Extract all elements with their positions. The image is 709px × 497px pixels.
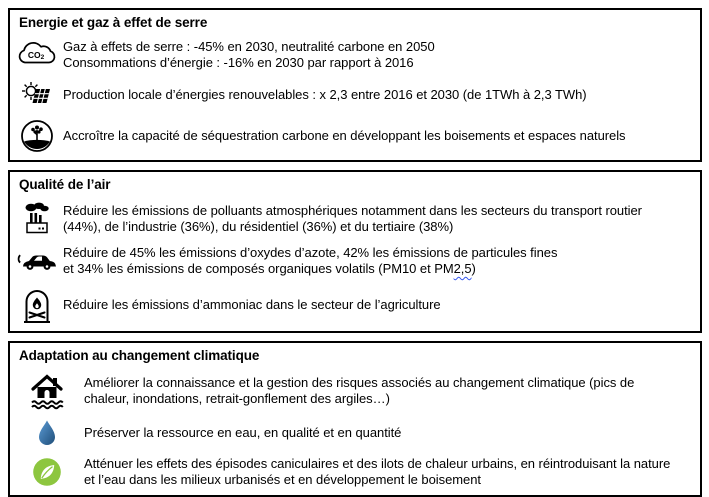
spellcheck-marked-text: 2,5 (453, 261, 472, 276)
objective-text (63, 87, 587, 103)
co2-cloud-icon (10, 41, 63, 69)
flood-house-icon (10, 372, 84, 410)
factory-smoke-icon (10, 201, 63, 236)
line-suffix: ) (471, 261, 476, 276)
objective-text-line: Production locale d’énergies renouvelables : x 2,3 entre 2016 et 2030 (de 1TWh à 2,3 TWh) (63, 87, 587, 102)
objective-text-line: Atténuer les effets des épisodes caniculaires et des ilots de chaleur urbains, en réintroduisant la nature (84, 456, 671, 471)
objective-row (10, 119, 700, 153)
objective-text-line: Gaz à effets de serre : -45% en 2030, neutralité carbone en 2050 (63, 39, 435, 54)
objective-text-line: Réduire les émissions de polluants atmosphériques notamment dans les secteurs du transport routier (63, 202, 642, 218)
section-adaptation-climat (8, 341, 702, 497)
section-title: Qualité de l’air (19, 177, 111, 192)
objective-text-line: Réduire de 45% les émissions d’oxydes d’azote, 42% les émissions de particules fines (63, 245, 558, 260)
tree-circle-icon (10, 119, 63, 153)
objective-text-line: chaleur, inondations, retrait-gonflement des argiles…) (84, 391, 390, 406)
objective-text (84, 375, 634, 407)
leaf-circle-icon (10, 457, 84, 487)
objective-row (10, 286, 700, 324)
objective-text-line (63, 261, 557, 277)
objective-text (63, 297, 441, 313)
objective-row (10, 201, 700, 236)
objective-text-line: Réduire les émissions d’ammoniac dans le secteur de l’agriculture (63, 297, 441, 312)
objective-row (10, 456, 700, 488)
section-qualite-air (8, 170, 702, 333)
objective-text (63, 203, 642, 235)
objective-text-line: et l’eau dans les milieux urbanisés et en développement le boisement (84, 472, 481, 487)
section-title: Energie et gaz à effet de serre (19, 15, 208, 30)
objective-text-line: Accroître la capacité de séquestration carbone en développant les boisements et espaces naturels (63, 128, 626, 143)
objective-text-line: (44%), de l’industrie (36%), du résidentiel (36%) et du tertiaire (38%) (63, 218, 454, 234)
svg-text:CO2: CO2 (27, 50, 44, 61)
objective-row (10, 419, 700, 447)
objective-text (63, 128, 626, 144)
electric-car-icon (10, 249, 63, 273)
section-energie-gaz (8, 8, 702, 162)
solar-panel-sun-icon (10, 80, 63, 110)
line-prefix: et 34% les émissions de composés organiques volatils (PM10 et PM (63, 261, 454, 276)
objective-text-line: Préserver la ressource en eau, en qualité et en quantité (84, 425, 402, 440)
campfire-arch-icon (10, 286, 63, 324)
section-title: Adaptation au changement climatique (19, 348, 260, 363)
objective-text-line: Améliorer la connaissance et la gestion des risques associés au changement climatique (pics de (84, 375, 635, 390)
objective-row (10, 80, 700, 110)
objective-text-line: Consommations d’énergie : -16% en 2030 par rapport à 2016 (63, 55, 414, 70)
objective-row (10, 245, 700, 277)
objective-text (63, 245, 557, 277)
objective-row (10, 372, 700, 410)
objective-text (84, 456, 670, 488)
objective-text (63, 39, 435, 71)
water-drop-icon (10, 419, 84, 447)
objective-row (10, 39, 700, 71)
objective-text (84, 425, 401, 441)
